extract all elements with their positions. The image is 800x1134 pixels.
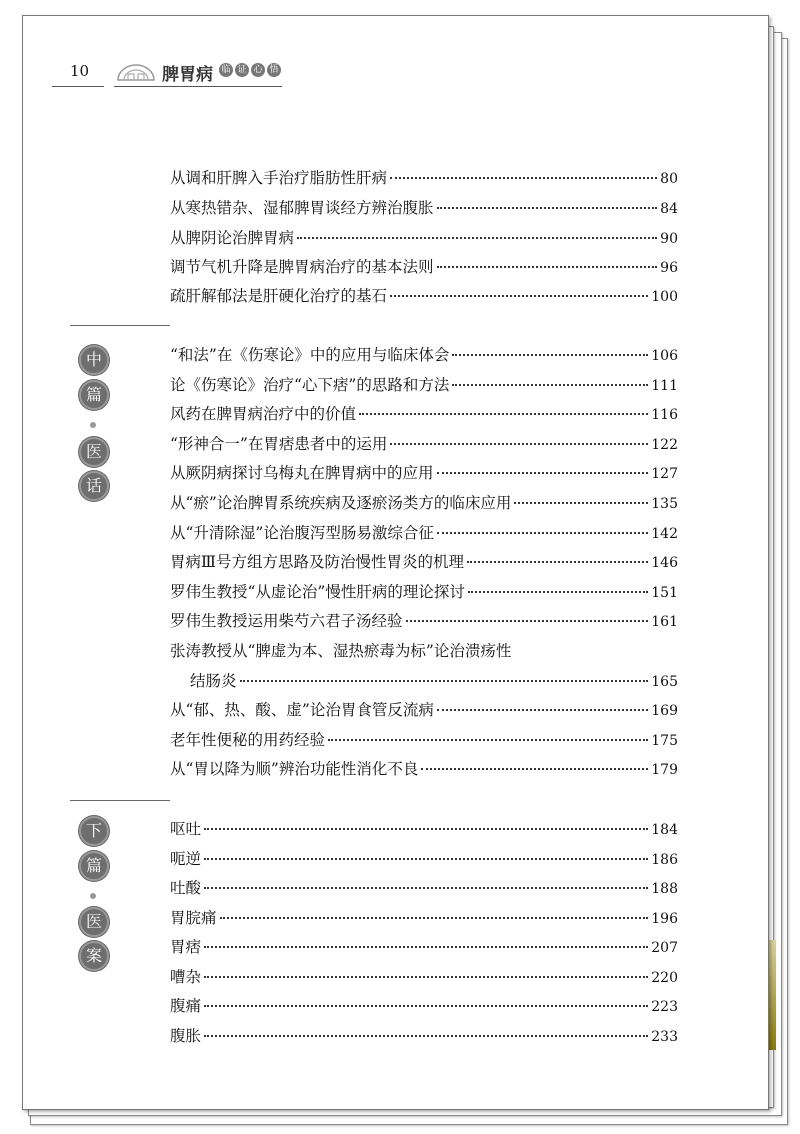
dot-leader	[437, 532, 648, 534]
subtitle-badge: 临	[219, 63, 233, 77]
entry-page: 135	[651, 496, 678, 512]
subtitle-badge: 心	[251, 63, 265, 77]
section-label-char: 话	[79, 471, 109, 501]
book-title: 脾胃病	[162, 65, 213, 85]
dot-leader	[390, 177, 657, 179]
section-label-char: 案	[79, 941, 109, 971]
dot-leader	[421, 768, 648, 770]
entry-title: “形神合一”在胃痞患者中的运用	[170, 435, 388, 453]
toc-entry[interactable]	[190, 669, 678, 691]
entry-title: 胃病Ⅲ号方组方思路及防治慢性胃炎的机理	[170, 553, 464, 571]
dot-leader	[468, 591, 648, 593]
entry-page: 106	[651, 348, 678, 364]
entry-page: 223	[651, 999, 678, 1015]
entry-title: 从脾阴论治脾胃病	[170, 229, 295, 247]
section-label-char: 中	[79, 345, 109, 375]
dot-leader	[390, 295, 648, 297]
entry-page: 127	[651, 466, 678, 482]
entry-title: 罗伟生教授“从虚论治”慢性肝病的理论探讨	[170, 583, 465, 601]
dot-leader	[467, 561, 648, 563]
dot-leader	[204, 1005, 648, 1007]
entry-title: 从厥阴病探讨乌梅丸在脾胃病中的应用	[170, 464, 434, 482]
entry-page: 80	[660, 171, 678, 187]
entry-page: 196	[651, 911, 678, 927]
entry-page: 220	[651, 970, 678, 986]
toc-entry[interactable]	[170, 226, 678, 248]
entry-title: 腹痛	[170, 997, 202, 1015]
entry-title: 从调和肝脾入手治疗脂肪性肝病	[170, 169, 388, 187]
entry-title: 吐酸	[170, 879, 202, 897]
entry-page: 84	[660, 201, 678, 217]
page-number: 10	[70, 62, 90, 80]
entry-page: 184	[651, 822, 678, 838]
header-rule	[52, 86, 104, 87]
section-label-char: 篇	[79, 380, 109, 410]
entry-page: 122	[651, 437, 678, 453]
dot-leader	[390, 443, 648, 445]
entry-title: 胃脘痛	[170, 909, 217, 927]
dot-leader	[514, 502, 648, 504]
entry-title: 呃逆	[170, 850, 202, 868]
toc-entry[interactable]	[170, 906, 678, 928]
toc-entry[interactable]	[170, 255, 678, 277]
dot-leader	[297, 237, 657, 239]
toc-entry[interactable]	[170, 461, 678, 483]
toc-entry[interactable]	[170, 166, 678, 188]
dot-leader	[204, 1035, 648, 1037]
entry-page: 111	[651, 378, 678, 394]
dot-leader	[359, 413, 648, 415]
dot-leader	[204, 946, 648, 948]
toc-entry[interactable]	[170, 757, 678, 779]
entry-page: 151	[651, 585, 678, 601]
toc-entry[interactable]	[170, 994, 678, 1016]
entry-title: 从“胃以降为顺”辨治功能性消化不良	[170, 760, 419, 778]
toc-entry[interactable]	[170, 343, 678, 365]
toc-entry[interactable]	[170, 580, 678, 602]
dot-leader	[452, 384, 648, 386]
dot-leader	[204, 976, 648, 978]
dot-leader	[204, 858, 648, 860]
dot-leader	[406, 620, 649, 622]
toc-entry[interactable]	[170, 196, 678, 218]
entry-page: 90	[660, 231, 678, 247]
toc-entry[interactable]	[170, 491, 678, 513]
toc-entry[interactable]	[170, 402, 678, 424]
section-label-char: 篇	[79, 851, 109, 881]
dot-leader	[437, 709, 648, 711]
entry-page: 175	[651, 733, 678, 749]
dot-leader	[452, 354, 648, 356]
entry-page: 186	[651, 852, 678, 868]
toc-entry[interactable]	[170, 284, 678, 306]
entry-title: 风药在脾胃病治疗中的价值	[170, 405, 357, 423]
entry-page: 161	[651, 614, 678, 630]
dot-leader	[437, 266, 658, 268]
dot-leader	[220, 917, 649, 919]
entry-page: 169	[651, 703, 678, 719]
section-divider	[70, 800, 170, 801]
entry-title: 胃痞	[170, 938, 202, 956]
dot-leader	[204, 828, 648, 830]
entry-title: 腹胀	[170, 1027, 202, 1045]
entry-title: 论《伤寒论》治疗“心下痞”的思路和方法	[170, 376, 450, 394]
entry-title: 疏肝解郁法是肝硬化治疗的基石	[170, 287, 388, 305]
dot-leader	[240, 680, 649, 682]
entry-title: 从“瘀”论治脾胃系统疾病及逐瘀汤类方的临床应用	[170, 494, 512, 512]
dot-leader	[437, 207, 658, 209]
section-label-char: 下	[79, 816, 109, 846]
toc-entry[interactable]	[170, 935, 678, 957]
entry-page: 142	[651, 526, 678, 542]
book-logo-icon	[116, 63, 156, 81]
toc-entry[interactable]	[170, 1024, 678, 1046]
subtitle-badge: 证	[235, 63, 249, 77]
entry-title: 老年性便秘的用药经验	[170, 731, 326, 749]
entry-page: 116	[651, 407, 678, 423]
toc-entry[interactable]	[170, 728, 678, 750]
toc-entry[interactable]	[170, 432, 678, 454]
toc-entry[interactable]	[170, 609, 678, 631]
entry-title: 调节气机升降是脾胃病治疗的基本法则	[170, 258, 434, 276]
section-label-dot	[90, 422, 96, 428]
entry-title: 结肠炎	[190, 672, 237, 690]
entry-title: 嘈杂	[170, 968, 202, 986]
toc-entry[interactable]	[170, 847, 678, 869]
toc-entry[interactable]	[170, 965, 678, 987]
toc-entry[interactable]	[170, 698, 678, 720]
subtitle-badge: 悟	[267, 63, 281, 77]
toc-entry[interactable]	[170, 373, 678, 395]
entry-page: 96	[660, 260, 678, 276]
toc-entry[interactable]	[170, 817, 678, 839]
entry-page: 207	[651, 940, 678, 956]
entry-title: 从“郁、热、酸、虚”论治胃食管反流病	[170, 701, 434, 719]
toc-entry[interactable]	[170, 876, 678, 898]
header-rule	[114, 86, 282, 87]
section-label-dot	[90, 893, 96, 899]
toc-entry-first-line[interactable]: 张涛教授从“脾虚为本、湿热瘀毒为标”论治溃疡性	[170, 642, 512, 660]
entry-page: 100	[651, 289, 678, 305]
entry-page: 146	[651, 555, 678, 571]
entry-page: 165	[651, 674, 678, 690]
entry-title: 从寒热错杂、湿郁脾胃谈经方辨治腹胀	[170, 199, 434, 217]
entry-page: 233	[651, 1029, 678, 1045]
entry-page: 179	[651, 762, 678, 778]
entry-title: 罗伟生教授运用柴芍六君子汤经验	[170, 612, 403, 630]
entry-title: 从“升清除湿”论治腹泻型肠易激综合征	[170, 524, 434, 542]
section-label-char: 医	[79, 437, 109, 467]
dot-leader	[328, 739, 648, 741]
section-divider	[70, 325, 170, 326]
toc-entry[interactable]	[170, 521, 678, 543]
book-subtitle-badges	[219, 63, 281, 77]
dot-leader	[204, 887, 648, 889]
entry-page: 188	[651, 881, 678, 897]
entry-title: 呕吐	[170, 820, 202, 838]
entry-title: “和法”在《伤寒论》中的应用与临床体会	[170, 346, 450, 364]
dot-leader	[437, 472, 649, 474]
toc-entry[interactable]	[170, 550, 678, 572]
section-label-char: 医	[79, 907, 109, 937]
cover-edge	[768, 940, 776, 1050]
